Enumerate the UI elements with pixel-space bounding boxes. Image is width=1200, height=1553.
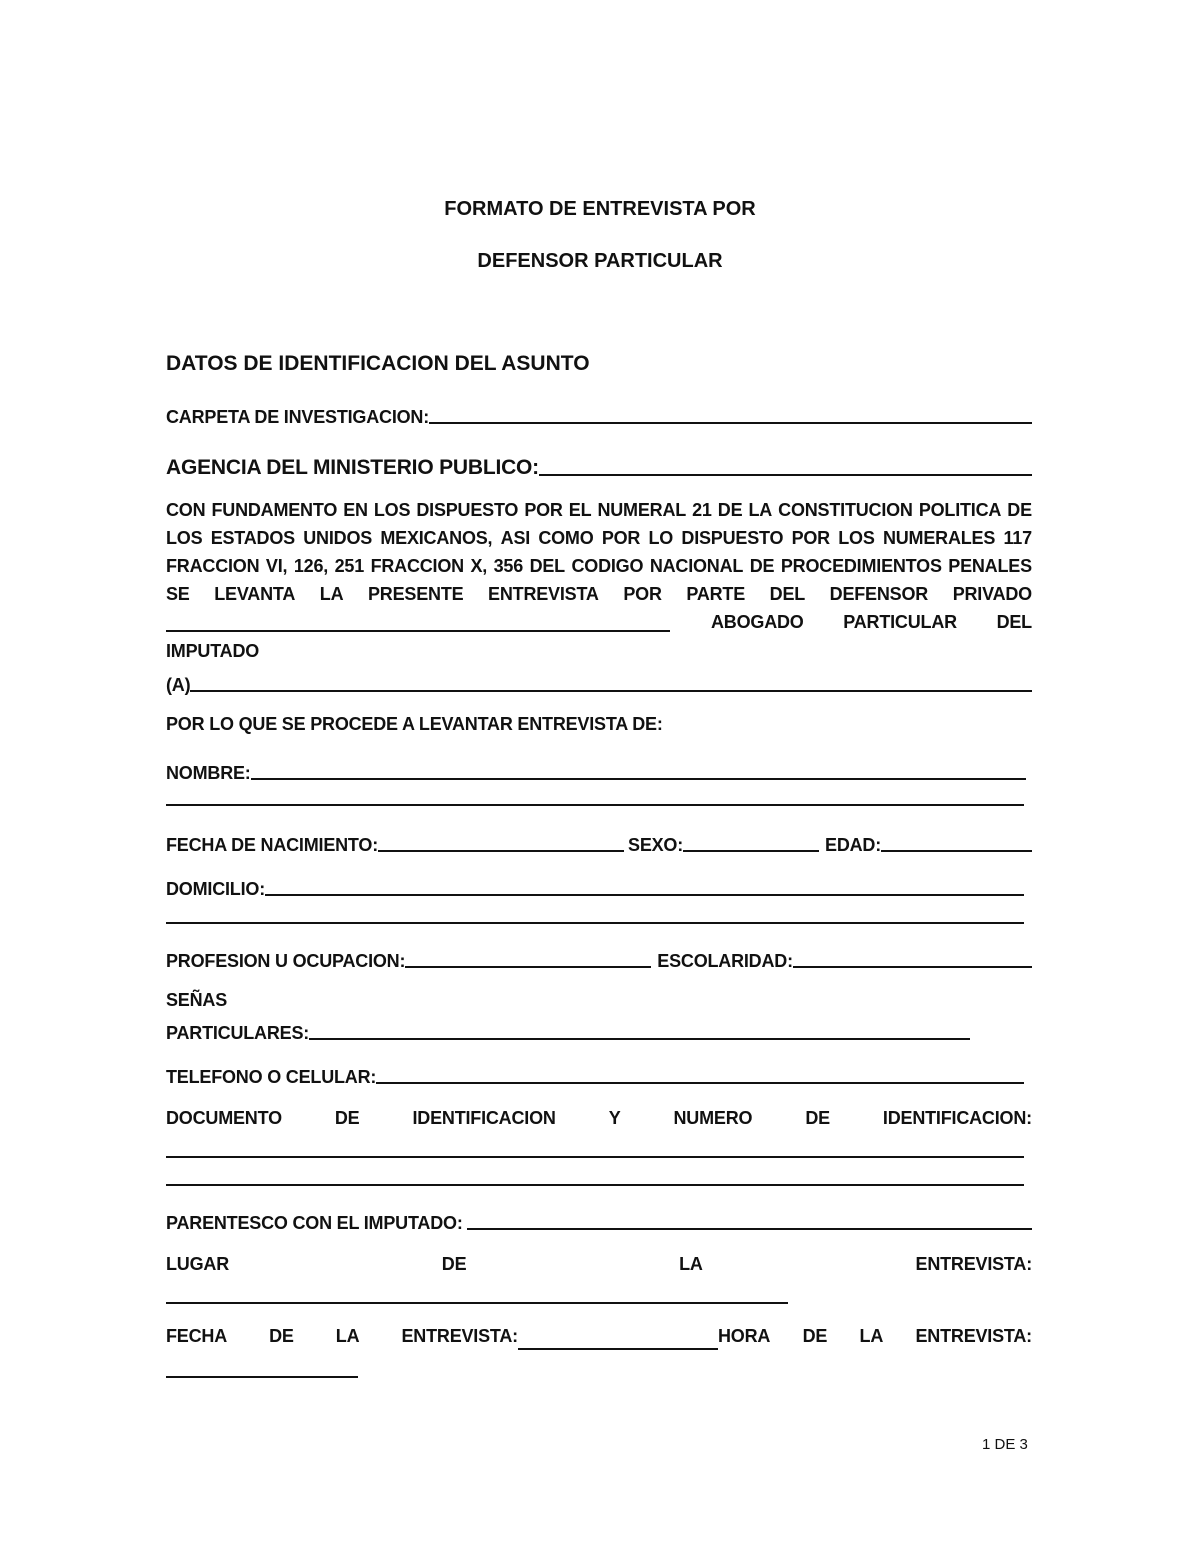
profesion-label: PROFESION U OCUPACION:	[166, 951, 406, 971]
word: FUNDAMENTO	[211, 500, 338, 520]
lugar-line[interactable]	[166, 1302, 788, 1304]
word: ENTREVISTA	[488, 584, 599, 604]
imputado-label: (A)	[166, 675, 191, 695]
word: Y	[608, 1108, 621, 1128]
edad-label: EDAD:	[825, 835, 882, 855]
word: DE	[802, 1326, 828, 1346]
documento-line-1[interactable]	[166, 1156, 1024, 1158]
word: DE	[269, 1326, 294, 1346]
fecha-nacimiento-line[interactable]	[378, 850, 624, 852]
word: PROCEDIMIENTOS	[780, 556, 942, 576]
nacimiento-row	[166, 830, 1032, 856]
paragraph-line-5	[711, 612, 1032, 633]
word: DE	[749, 556, 775, 576]
word: 356	[493, 556, 524, 576]
telefono-label: TELEFONO O CELULAR:	[166, 1067, 377, 1087]
domicilio-field[interactable]	[166, 874, 1024, 900]
word: LA	[319, 584, 344, 604]
word: DOCUMENTO	[166, 1108, 282, 1128]
word: NUMERO	[673, 1108, 753, 1128]
word: SE	[166, 584, 190, 604]
fecha-entrevista-line[interactable]	[518, 1348, 718, 1350]
parentesco-field[interactable]	[166, 1208, 1032, 1234]
documento-label-row	[166, 1108, 1032, 1129]
carpeta-line[interactable]	[429, 422, 1032, 424]
word: EN	[343, 500, 368, 520]
word: NUMERALES	[882, 528, 996, 548]
word: LA	[748, 500, 773, 520]
senas-field[interactable]	[166, 1018, 970, 1044]
senas-line[interactable]	[309, 1038, 970, 1040]
word: LA	[335, 1326, 360, 1346]
word: EL	[568, 500, 592, 520]
escolaridad-line[interactable]	[793, 966, 1032, 968]
word: DEL	[769, 584, 806, 604]
procede-text: POR LO QUE SE PROCEDE A LEVANTAR ENTREVISTA DE:	[166, 714, 663, 734]
paragraph-line-4	[166, 584, 1032, 605]
word: IDENTIFICACION:	[882, 1108, 1032, 1128]
paragraph-line-2	[166, 528, 1032, 549]
senas-label-2: PARTICULARES:	[166, 1023, 310, 1043]
word: PARTICULAR	[843, 612, 957, 632]
parentesco-line[interactable]	[467, 1228, 1032, 1230]
domicilio-line-2[interactable]	[166, 922, 1024, 924]
profesion-line[interactable]	[405, 966, 651, 968]
agencia-label: AGENCIA DEL MINISTERIO PUBLICO:	[166, 456, 539, 479]
word: VI,	[265, 556, 288, 576]
word: DISPUESTO	[681, 528, 784, 548]
parentesco-label: PARENTESCO CON EL IMPUTADO:	[166, 1213, 468, 1233]
word: POLITICA	[918, 500, 1002, 520]
word: CODIGO	[571, 556, 644, 576]
telefono-field[interactable]	[166, 1062, 1024, 1088]
word: ENTREVISTA:	[401, 1326, 518, 1346]
domicilio-line[interactable]	[265, 894, 1024, 896]
fecha-entrevista-label	[166, 1326, 518, 1347]
word: FECHA	[166, 1326, 227, 1346]
nombre-label: NOMBRE:	[166, 763, 251, 783]
carpeta-label: CARPETA DE INVESTIGACION:	[166, 407, 430, 427]
word: ENTREVISTA:	[915, 1326, 1032, 1346]
word: POR	[524, 500, 563, 520]
word: PARTE	[686, 584, 746, 604]
nombre-line-2[interactable]	[166, 804, 1024, 806]
word: LO	[648, 528, 674, 548]
paragraph-line-3	[166, 556, 1032, 577]
word: ENTREVISTA:	[915, 1254, 1032, 1274]
word: NUMERAL	[597, 500, 687, 520]
word: X,	[470, 556, 488, 576]
word: COMO	[538, 528, 594, 548]
word: DEL	[529, 556, 565, 576]
section-heading: DATOS DE IDENTIFICACION DEL ASUNTO	[166, 352, 590, 375]
title-line-2: DEFENSOR PARTICULAR	[477, 250, 723, 272]
word: LEVANTA	[214, 584, 296, 604]
sexo-label: SEXO:	[628, 835, 684, 855]
word: HORA	[718, 1326, 771, 1346]
word: FRACCION	[166, 556, 260, 576]
agencia-field[interactable]	[166, 450, 1032, 480]
word: 21	[692, 500, 712, 520]
word: POR	[791, 528, 830, 548]
fecha-nacimiento-label: FECHA DE NACIMIENTO:	[166, 835, 379, 855]
word: DEL	[996, 612, 1032, 632]
nombre-field[interactable]	[166, 758, 1026, 784]
word: DEFENSOR	[829, 584, 929, 604]
word: DE	[441, 1254, 467, 1274]
imputado-line[interactable]	[190, 690, 1032, 692]
imputado-field[interactable]	[166, 670, 1032, 696]
word: LA	[859, 1326, 884, 1346]
word: MEXICANOS,	[380, 528, 493, 548]
word: POR	[601, 528, 641, 548]
word: 117	[1003, 528, 1032, 548]
profesion-row	[166, 946, 1032, 972]
word: NACIONAL	[649, 556, 744, 576]
senas-label-1: SEÑAS	[166, 990, 228, 1010]
word: CON	[166, 500, 206, 520]
domicilio-label: DOMICILIO:	[166, 879, 265, 899]
edad-line[interactable]	[881, 850, 1032, 852]
word: POR	[623, 584, 662, 604]
word: CONSTITUCION	[778, 500, 913, 520]
word: DE	[1007, 500, 1032, 520]
word: LOS	[838, 528, 875, 548]
telefono-line[interactable]	[376, 1082, 1024, 1084]
hora-entrevista-line[interactable]	[166, 1376, 358, 1378]
word: PENALES	[948, 556, 1032, 576]
word: PRIVADO	[952, 584, 1032, 604]
word: DE	[334, 1108, 360, 1128]
sexo-line[interactable]	[683, 850, 819, 852]
paragraph-line-6: IMPUTADO	[166, 641, 260, 661]
word: UNIDOS	[303, 528, 373, 548]
word: DISPUESTO	[416, 500, 519, 520]
word: LA	[679, 1254, 703, 1274]
lugar-label-row	[166, 1254, 1032, 1275]
carpeta-field[interactable]	[166, 400, 1032, 428]
paragraph-line-1	[166, 500, 1032, 521]
word: DE	[717, 500, 743, 520]
escolaridad-label: ESCOLARIDAD:	[657, 951, 793, 971]
word: ESTADOS	[210, 528, 295, 548]
agencia-line[interactable]	[539, 474, 1032, 476]
hora-entrevista-label	[718, 1326, 1032, 1347]
word: DE	[805, 1108, 830, 1128]
word: PRESENTE	[368, 584, 464, 604]
word: ABOGADO	[711, 612, 804, 632]
word: 251	[334, 556, 365, 576]
word: FRACCION	[370, 556, 464, 576]
nombre-line[interactable]	[251, 778, 1026, 780]
word: ASI	[500, 528, 531, 548]
word: LOS	[166, 528, 203, 548]
word: 126,	[293, 556, 329, 576]
title-line-1: FORMATO DE ENTREVISTA POR	[444, 198, 756, 220]
word: LOS	[373, 500, 411, 520]
defensor-name-line[interactable]	[166, 630, 670, 632]
word: IDENTIFICACION	[412, 1108, 556, 1128]
page-number: 1 DE 3	[982, 1436, 1028, 1453]
word: LUGAR	[166, 1254, 229, 1274]
documento-line-2[interactable]	[166, 1184, 1024, 1186]
